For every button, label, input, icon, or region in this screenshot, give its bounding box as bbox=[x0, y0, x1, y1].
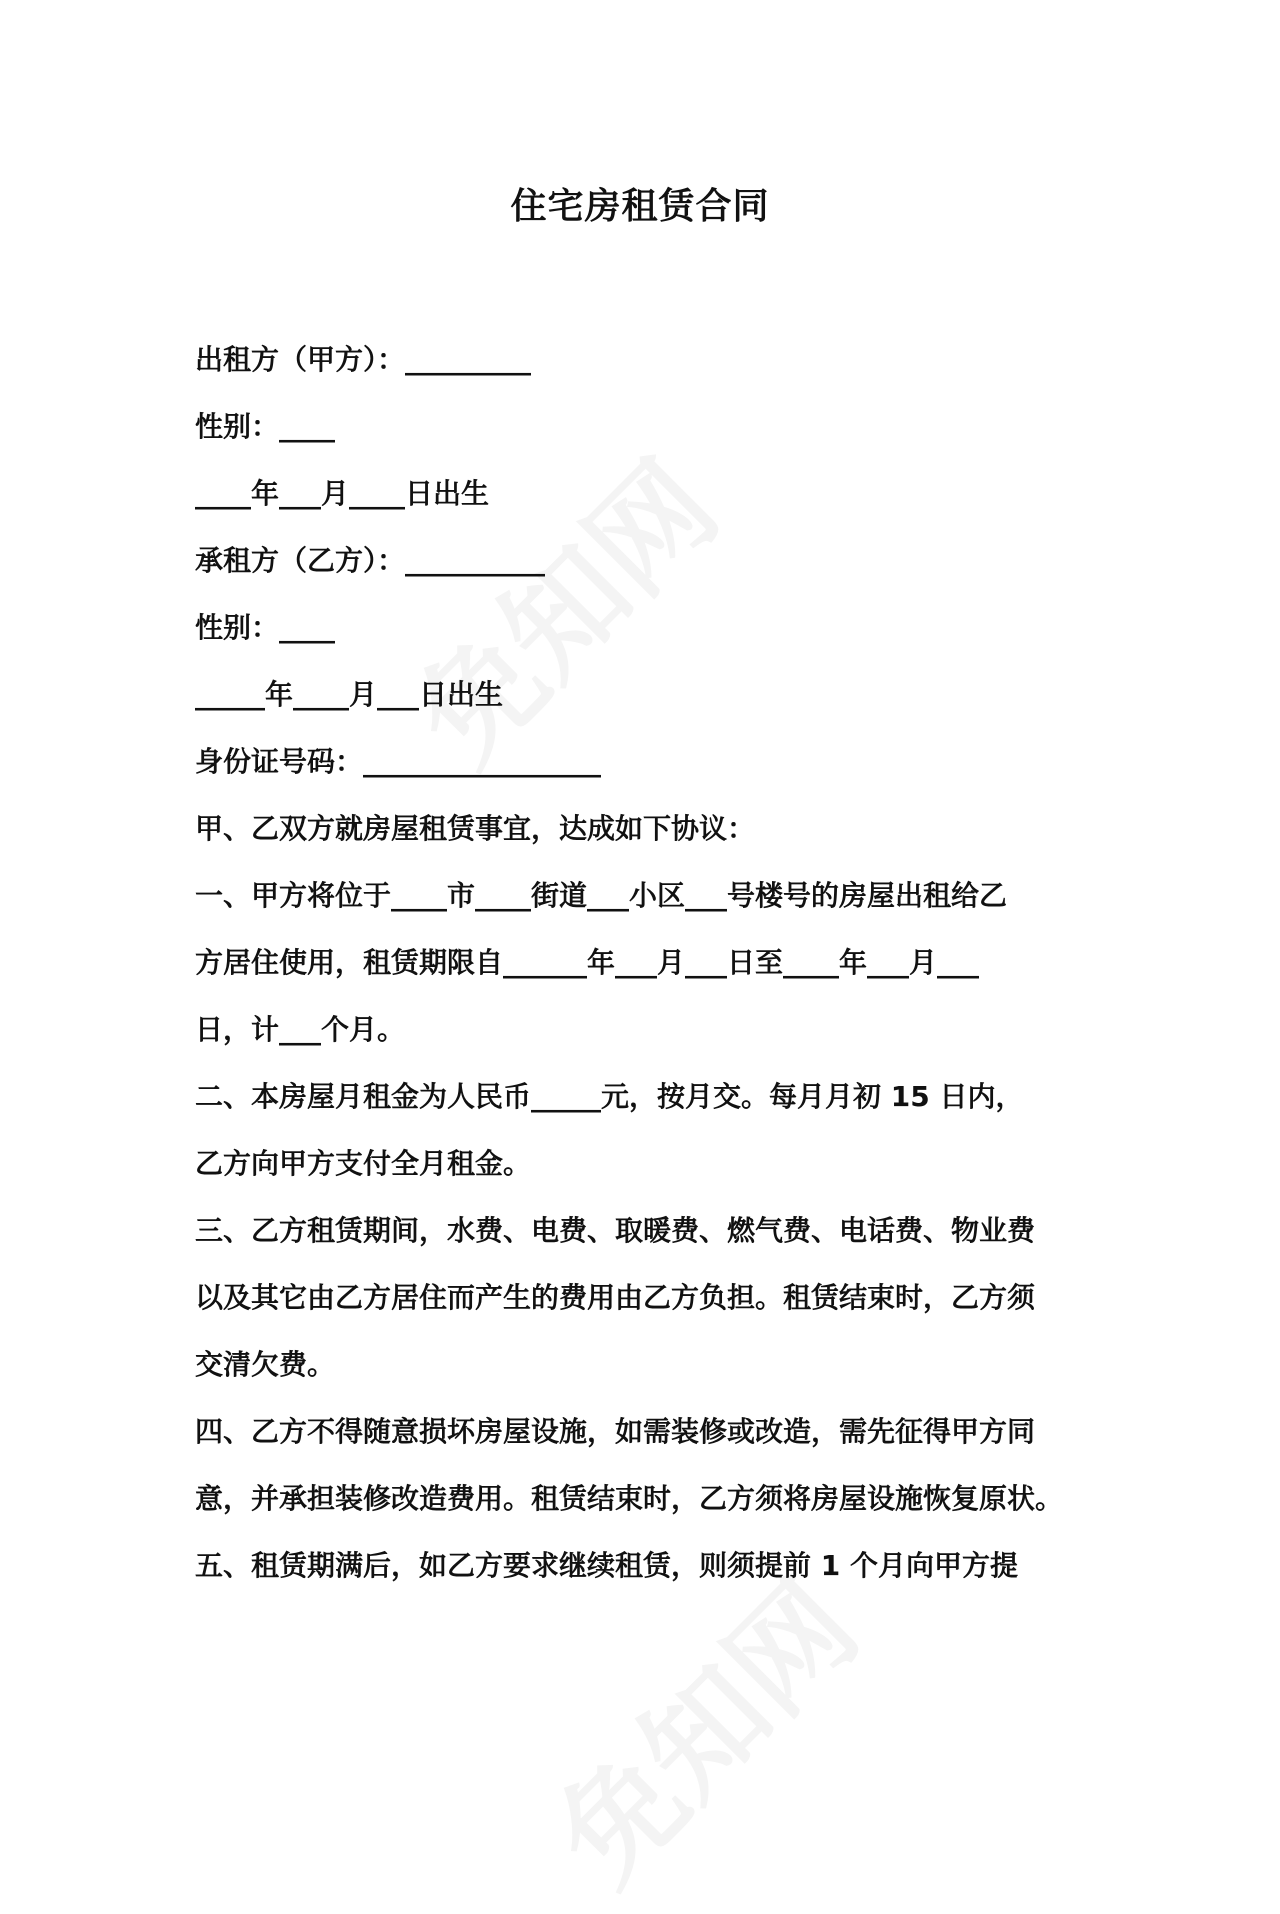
lessor-name-line: 出租方（甲方）：_________ bbox=[195, 343, 532, 376]
clause-5-line: 五、租赁期满后，如乙方要求继续租赁，则须提前 1 个月向甲方提 bbox=[195, 1549, 1018, 1582]
lessee-gender-line: 性别：____ bbox=[195, 611, 336, 644]
id-number-line: 身份证号码：_________________ bbox=[195, 745, 602, 778]
clause-3-line: 以及其它由乙方居住而产生的费用由乙方负担。租赁结束时，乙方须 bbox=[195, 1281, 1036, 1314]
clause-3-line: 三、乙方租赁期间，水费、电费、取暖费、燃气费、电话费、物业费 bbox=[195, 1214, 1036, 1247]
clause-3-line: 交清欠费。 bbox=[195, 1348, 336, 1381]
clause-1-line: 方居住使用，租赁期限自______年___月___日至____年___月___ bbox=[195, 946, 980, 979]
clause-4-line: 意，并承担装修改造费用。租赁结束时，乙方须将房屋设施恢复原状。 bbox=[195, 1482, 1064, 1515]
clause-4-line: 四、乙方不得随意损坏房屋设施，如需装修或改造，需先征得甲方同 bbox=[195, 1415, 1036, 1448]
lessor-gender-line: 性别：____ bbox=[195, 410, 336, 443]
lessee-name-line: 承租方（乙方）：__________ bbox=[195, 544, 546, 577]
watermark bbox=[512, 1538, 888, 1914]
clause-2-line: 二、本房屋月租金为人民币_____元，按月交。每月月初 15 日内， bbox=[195, 1080, 1024, 1113]
clause-1-line: 一、甲方将位于____市____街道___小区___号楼号的房屋出租给乙 bbox=[195, 879, 1008, 912]
agreement-intro: 甲、乙双方就房屋租赁事宜，达成如下协议： bbox=[195, 812, 756, 845]
lessee-birth-line: _____年____月___日出生 bbox=[195, 678, 504, 711]
document-title: 住宅房租赁合同 bbox=[510, 186, 770, 227]
clause-1-line: 日，计___个月。 bbox=[195, 1013, 406, 1046]
lessor-birth-line: ____年___月____日出生 bbox=[195, 477, 490, 510]
clause-2-line: 乙方向甲方支付全月租金。 bbox=[195, 1147, 532, 1180]
